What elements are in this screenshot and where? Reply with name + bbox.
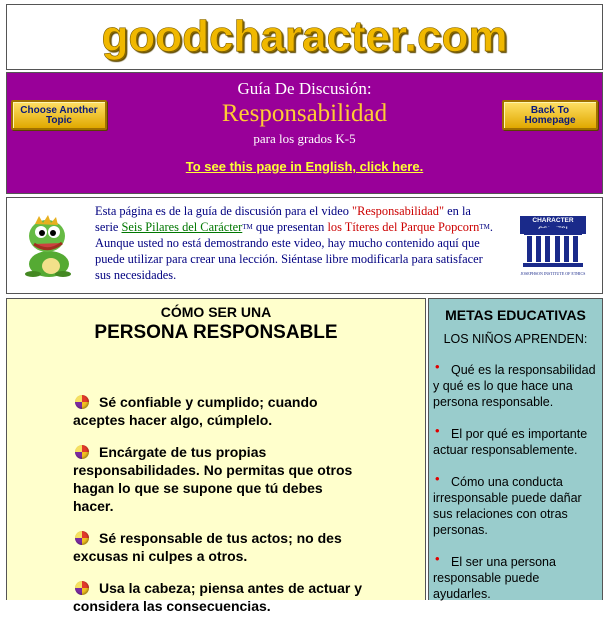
intro-part2: en la serie <box>95 204 471 234</box>
bullet-dot-icon: • <box>435 471 440 486</box>
series-link[interactable]: Seis Pilares del Carácter <box>121 220 243 234</box>
puppets-name: los Títeres del Parque Popcorn <box>327 220 480 234</box>
section-heading: PERSONA RESPONSABLE <box>94 322 338 343</box>
banner-center <box>117 79 492 176</box>
goal-text: Cómo una conducta irresponsable puede dañar sus relaciones con otras personas. <box>433 475 582 537</box>
choose-another-topic-button[interactable]: Choose Another Topic <box>11 100 107 130</box>
goals-title: METAS EDUCATIVAS <box>445 307 586 323</box>
character-counts-logo[interactable] <box>520 216 586 276</box>
goal-text: El ser una persona responsable puede ayudarles. <box>433 555 556 601</box>
topic-banner <box>6 72 603 194</box>
tip-text: Encárgate de tus propias responsabilidades. No permitas que otros hagan lo que se supone que tú debes hacer. <box>73 444 353 514</box>
video-title: "Responsabilidad" <box>352 204 445 218</box>
bullet-ball-icon <box>75 531 89 545</box>
intro-part3: que presentan <box>252 220 328 234</box>
english-version-link[interactable]: To see this page in English, click here. <box>185 159 424 174</box>
bullet-ball-icon <box>75 445 89 459</box>
trademark: TM <box>242 223 253 231</box>
list-item <box>73 529 363 565</box>
learning-goals-panel <box>428 298 603 600</box>
section-heading-small: CÓMO SER UNA <box>160 304 272 320</box>
guide-title: Guía De Discusión: <box>237 79 372 98</box>
goal-text: Qué es la responsabilidad y qué es lo que hace una persona responsable. <box>433 363 596 409</box>
intro-section <box>6 197 603 294</box>
list-item <box>73 579 363 615</box>
goals-subtitle: LOS NIÑOS APRENDEN: <box>443 332 588 346</box>
goal-text: El por qué es importante actuar responsablemente. <box>433 427 588 457</box>
topic-title: Responsabilidad <box>221 100 388 127</box>
tip-text: Sé responsable de tus actos; no des excusas ni culpes a otros. <box>73 530 342 564</box>
cc-logo-title: CHARACTER <box>520 216 586 234</box>
goals-list <box>429 359 602 602</box>
list-item <box>433 359 598 410</box>
tip-text: Usa la cabeza; piensa antes de actuar y considera las consecuencias. <box>73 580 363 614</box>
bullet-ball-icon <box>75 395 89 409</box>
intro-part1: Esta página es de la guía de discusión para el video <box>95 204 353 218</box>
bullet-dot-icon: • <box>435 359 440 374</box>
list-item <box>433 423 598 458</box>
pillars-icon <box>520 226 586 268</box>
list-item <box>73 443 363 515</box>
tips-list <box>73 393 363 629</box>
grade-level: para los grados K-5 <box>253 131 356 146</box>
bullet-ball-icon <box>75 581 89 595</box>
cc-logo-subtitle: JOSEPHSON INSTITUTE OF ETHICS <box>520 271 586 276</box>
site-logo[interactable]: goodcharacter.com <box>101 12 508 61</box>
back-to-homepage-button[interactable]: Back To Homepage <box>502 100 598 130</box>
intro-part4: . Aunque usted no está demostrando este video, hay mucho contenido aquí que puede utilizar para crear una lección. Siéntase libre modificarla para satisfacer sus necesidades. <box>95 220 493 282</box>
list-item <box>73 393 363 429</box>
list-item <box>433 471 598 538</box>
trademark-2: TM <box>479 223 490 231</box>
logo-banner <box>6 4 603 70</box>
dinosaur-mascot-icon <box>21 214 77 278</box>
tip-text: Sé confiable y cumplido; cuando aceptes hacer algo, cúmplelo. <box>73 394 318 428</box>
bullet-dot-icon: • <box>435 551 440 566</box>
how-to-panel <box>6 298 426 614</box>
list-item <box>433 551 598 602</box>
intro-text <box>95 203 495 283</box>
bullet-dot-icon: • <box>435 423 440 438</box>
